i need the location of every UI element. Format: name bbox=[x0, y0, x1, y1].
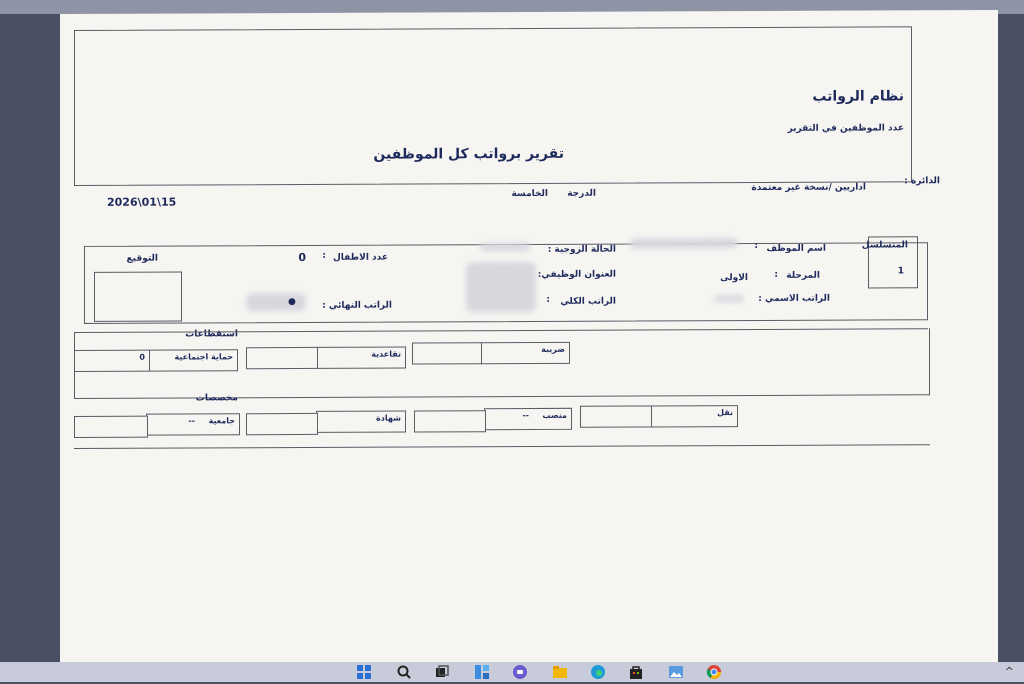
serial-value: 1 bbox=[897, 266, 904, 277]
position-value: -- bbox=[522, 411, 529, 421]
department-label: الدائرة : bbox=[904, 176, 940, 187]
grade-label: الدرجة bbox=[567, 188, 596, 199]
grade-value: الخامسة bbox=[511, 188, 548, 200]
retirement-cell bbox=[316, 347, 406, 369]
children-colon: : bbox=[322, 250, 326, 261]
transport-label: نقل bbox=[717, 408, 733, 418]
signature-box bbox=[94, 272, 182, 322]
search-icon[interactable] bbox=[396, 664, 412, 680]
retirement-label: تقاعدية bbox=[371, 349, 401, 359]
final-salary-marker: ● bbox=[288, 297, 296, 308]
stage-label: المرحلة bbox=[786, 270, 820, 281]
teams-chat-icon[interactable] bbox=[512, 664, 528, 680]
redacted-marital-status bbox=[480, 243, 530, 251]
university-value: -- bbox=[188, 416, 195, 426]
stage-colon: : bbox=[774, 269, 778, 280]
allowances-section-label: مخصصات bbox=[195, 393, 238, 404]
redacted-job-title bbox=[466, 262, 536, 312]
university-label: جامعية bbox=[208, 416, 235, 426]
redacted-nominal-salary bbox=[714, 295, 744, 302]
file-explorer-icon[interactable] bbox=[552, 664, 568, 680]
employees-count-label: عدد الموظفين في التقرير bbox=[787, 123, 904, 134]
employee-name-label: اسم الموظف bbox=[766, 243, 826, 254]
extra-deduction-value: 0 bbox=[139, 352, 145, 362]
marital-status-label: الحالة الزوجية : bbox=[547, 244, 616, 255]
report-date: 2026\01\15 bbox=[107, 195, 177, 209]
taskbar bbox=[0, 662, 1024, 682]
certificate-label: شهادة bbox=[376, 413, 401, 423]
system-title: نظام الرواتب bbox=[812, 88, 904, 105]
retirement-value-cell bbox=[246, 347, 318, 369]
transport-cell bbox=[650, 405, 738, 427]
university-value-cell bbox=[74, 416, 148, 438]
transport-value-cell bbox=[580, 405, 652, 427]
report-bottom-rule bbox=[74, 444, 930, 449]
department-value: اداريين /نسخة غير معتمدة bbox=[751, 182, 866, 194]
job-title-label: العنوان الوظيفي: bbox=[537, 269, 616, 280]
redacted-final-salary bbox=[246, 293, 306, 311]
children-value: 0 bbox=[298, 250, 306, 265]
tax-value-cell bbox=[412, 342, 482, 364]
total-salary-label: الراتب الكلي bbox=[560, 296, 616, 307]
tax-cell bbox=[480, 342, 570, 364]
social-protection-label: حماية اجتماعية bbox=[174, 352, 233, 362]
nominal-salary-label: الراتب الاسمي : bbox=[758, 293, 830, 304]
report-title: تقرير برواتب كل الموظفين bbox=[373, 145, 564, 163]
position-value-cell bbox=[414, 410, 486, 432]
social-protection-cell bbox=[148, 349, 238, 371]
serial-label: المتسلسل bbox=[861, 240, 908, 251]
total-salary-colon: : bbox=[546, 294, 550, 305]
final-salary-label: الراتب النهائي : bbox=[322, 300, 392, 311]
edge-icon[interactable] bbox=[590, 664, 606, 680]
chrome-icon[interactable] bbox=[706, 664, 722, 680]
redacted-employee-name bbox=[630, 238, 738, 248]
tax-label: ضريبة bbox=[541, 344, 565, 354]
deductions-section-label: استقطاعات bbox=[185, 329, 238, 340]
windows-start-icon[interactable] bbox=[356, 664, 372, 680]
position-label: منصب bbox=[542, 410, 567, 420]
task-view-icon[interactable] bbox=[434, 664, 450, 680]
report-page bbox=[60, 10, 998, 666]
position-cell bbox=[484, 408, 572, 430]
university-cell bbox=[146, 413, 240, 435]
certificate-value-cell bbox=[246, 413, 318, 435]
photos-icon[interactable] bbox=[668, 664, 684, 680]
signature-label: التوقيع bbox=[126, 253, 158, 264]
extra-deduction-cell bbox=[74, 350, 150, 372]
chevron-up-icon[interactable]: ^ bbox=[1004, 665, 1014, 678]
widgets-icon[interactable] bbox=[474, 664, 490, 680]
children-label: عدد الاطفال bbox=[332, 252, 388, 263]
stage-value: الاولى bbox=[720, 273, 748, 284]
store-icon[interactable] bbox=[628, 664, 644, 680]
employee-name-colon: : bbox=[754, 241, 758, 252]
certificate-cell bbox=[316, 411, 406, 433]
